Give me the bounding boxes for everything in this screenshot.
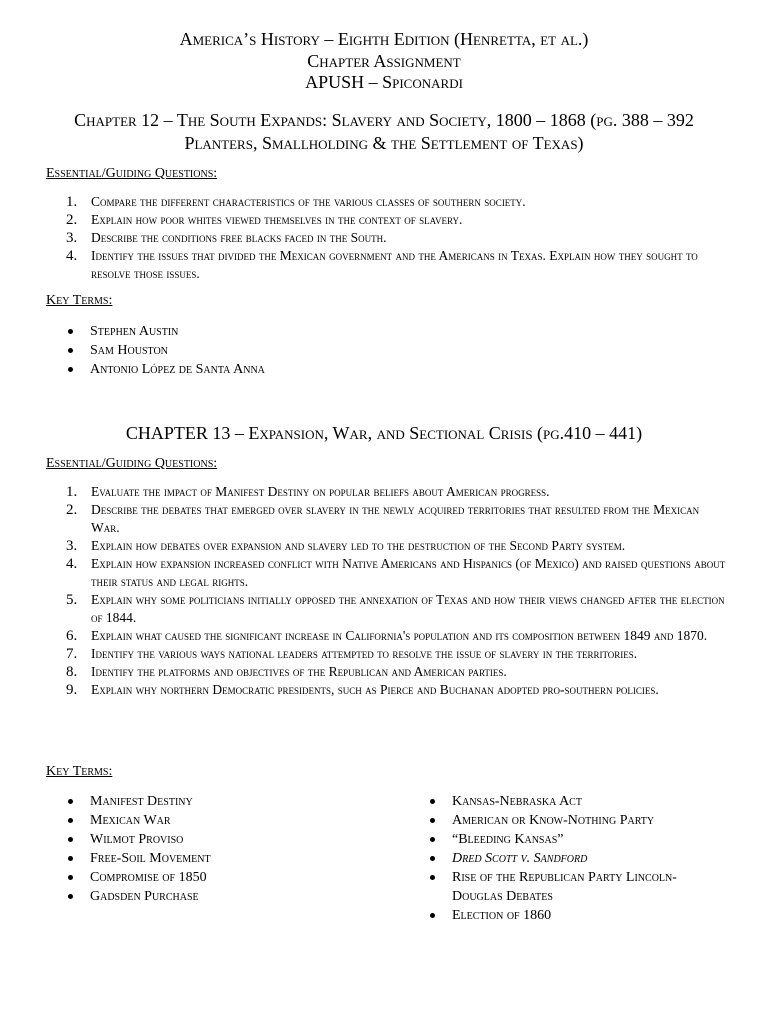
bullet-icon xyxy=(430,837,435,842)
chapter13-questions-label: Essential/Guiding Questions: xyxy=(46,456,218,471)
chapter12-questions-label: Essential/Guiding Questions: xyxy=(46,166,218,181)
list-item: 7. Identify the various ways national leaders attempted to resolve the issue of slavery in the territories. xyxy=(66,646,638,662)
list-item: Free-Soil Movement xyxy=(68,849,368,868)
bullet-icon xyxy=(68,856,73,861)
list-item: 3. Explain how debates over expansion and slavery led to the destruction of the Second Party system. xyxy=(66,538,626,554)
list-item: 6. Explain what caused the significant increase in California's population and its composition between 1849 and 1870. xyxy=(66,628,708,644)
bullet-icon xyxy=(68,799,73,804)
list-item: 4. Explain how expansion increased conflict with Native Americans and Hispanics (of Mexico) and raised questions about their status and legal rights. xyxy=(66,556,726,589)
list-item: 9. Explain why northern Democratic presidents, such as Pierce and Buchanan adopted pro-southern policies. xyxy=(66,682,659,698)
list-item: Gadsden Purchase xyxy=(68,887,368,906)
list-item: Dred Scott v. Sandford xyxy=(430,849,720,868)
list-item: Wilmot Proviso xyxy=(68,830,368,849)
bullet-icon xyxy=(68,329,73,334)
bullet-icon xyxy=(68,367,73,372)
list-item: Manifest Destiny xyxy=(68,792,368,811)
bullet-icon xyxy=(68,818,73,823)
chapter13-terms-label: Key Terms: xyxy=(46,764,113,779)
list-item: 4. Identify the issues that divided the Mexican government and the Americans in Texas. Explain how they sought to resolve those issues. xyxy=(66,248,698,281)
list-item: American or Know-Nothing Party xyxy=(430,811,720,830)
course-teacher: APUSH – Spiconardi xyxy=(305,72,463,92)
list-item: Rise of the Republican Party Lincoln-Douglas Debates xyxy=(430,868,720,906)
chapter13-terms-left xyxy=(68,792,368,906)
list-item: 8. Identify the platforms and objectives of the Republican and American parties. xyxy=(66,664,507,680)
list-item: Stephen Austin xyxy=(68,322,468,341)
bullet-icon xyxy=(430,799,435,804)
bullet-icon xyxy=(68,894,73,899)
list-item: Kansas-Nebraska Act xyxy=(430,792,720,811)
chapter13-title: CHAPTER 13 – Expansion, War, and Sectional Crisis (pg.410 – 441) xyxy=(125,423,643,443)
bullet-icon xyxy=(68,348,73,353)
list-item: Mexican War xyxy=(68,811,368,830)
list-item: Election of 1860 xyxy=(430,906,720,925)
document-title: America’s History – Eighth Edition (Henretta, et al.) xyxy=(179,29,589,49)
chapter12-title-line2: Planters, Smallholding & the Settlement of Texas) xyxy=(184,133,584,153)
list-item: Sam Houston xyxy=(68,341,468,360)
list-item: Antonio López de Santa Anna xyxy=(68,360,468,379)
chapter12-questions xyxy=(46,193,726,283)
list-item: 1. Evaluate the impact of Manifest Destiny on popular beliefs about American progress. xyxy=(66,484,550,500)
bullet-icon xyxy=(430,818,435,823)
list-item: 1. Compare the different characteristics of the various classes of southern society. xyxy=(66,194,526,210)
document-subtitle: Chapter Assignment xyxy=(307,51,461,71)
bullet-icon xyxy=(430,875,435,880)
list-item: 2. Explain how poor whites viewed themselves in the context of slavery. xyxy=(66,212,463,228)
list-item: 5. Explain why some politicians initially opposed the annexation of Texas and how their views changed after the election of 1844. xyxy=(66,592,725,625)
chapter12-terms-label: Key Terms: xyxy=(46,293,113,308)
chapter12-title-line1: Chapter 12 – The South Expands: Slavery and Society, 1800 – 1868 (pg. 388 – 392 xyxy=(74,110,694,130)
bullet-icon xyxy=(430,856,435,861)
bullet-icon xyxy=(68,875,73,880)
list-item: “Bleeding Kansas” xyxy=(430,830,720,849)
bullet-icon xyxy=(430,913,435,918)
bullet-icon xyxy=(68,837,73,842)
chapter12-terms xyxy=(68,322,468,379)
list-item: Compromise of 1850 xyxy=(68,868,368,887)
chapter13-questions xyxy=(46,483,726,699)
chapter13-terms-right xyxy=(430,792,720,925)
list-item: 2. Describe the debates that emerged over slavery in the newly acquired territories that resulted from the Mexican War. xyxy=(66,502,700,535)
list-item: 3. Describe the conditions free blacks faced in the South. xyxy=(66,230,387,246)
